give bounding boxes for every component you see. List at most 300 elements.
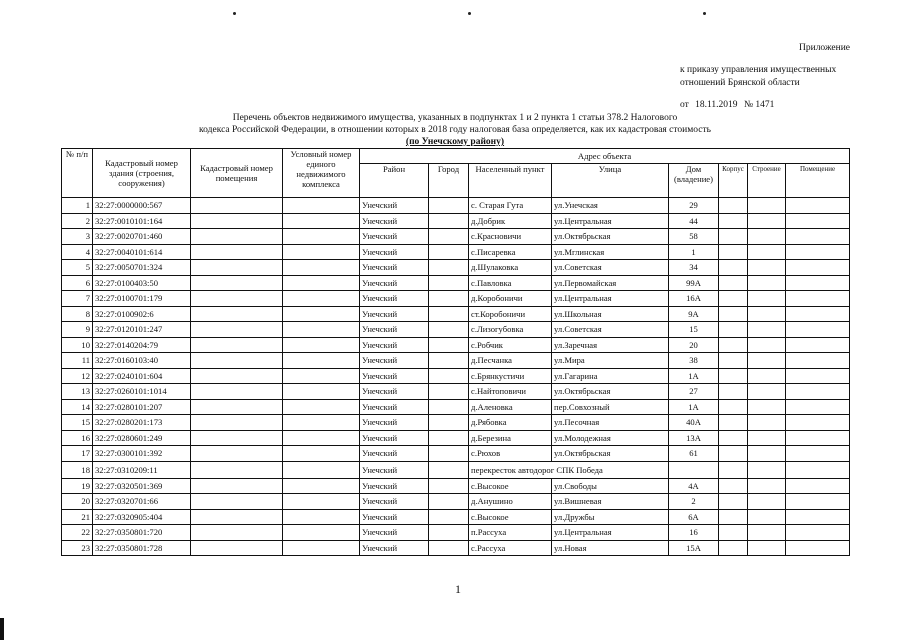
korpus bbox=[719, 229, 748, 245]
cadastral-number: 32:27:0300101:392 bbox=[93, 446, 191, 462]
house: 1 bbox=[669, 244, 719, 260]
street: ул.Центральная bbox=[552, 291, 669, 307]
street: ул.Мглинская bbox=[552, 244, 669, 260]
cadastral-number: 32:27:0020701:460 bbox=[93, 229, 191, 245]
korpus bbox=[719, 368, 748, 384]
header-city: Город bbox=[429, 164, 469, 198]
table-row bbox=[62, 260, 850, 276]
row-number: 6 bbox=[62, 275, 93, 291]
city bbox=[429, 275, 469, 291]
header-district: Район bbox=[360, 164, 429, 198]
room-cadastral-number bbox=[191, 446, 283, 462]
table-row bbox=[62, 353, 850, 369]
room-cadastral-number bbox=[191, 306, 283, 322]
stroenie bbox=[748, 525, 786, 541]
stroenie bbox=[748, 229, 786, 245]
district: Унечский bbox=[360, 461, 429, 478]
row-number: 19 bbox=[62, 478, 93, 494]
house: 6А bbox=[669, 509, 719, 525]
house: 15 bbox=[669, 322, 719, 338]
header-cond-number: Условный номер единого недвижимого комплекса bbox=[283, 149, 360, 198]
scan-dot bbox=[233, 12, 236, 15]
city bbox=[429, 291, 469, 307]
street: ул.Первомайская bbox=[552, 275, 669, 291]
room bbox=[786, 213, 850, 229]
street: ул.Дружбы bbox=[552, 509, 669, 525]
locality: с.Найтоповичи bbox=[469, 384, 552, 400]
house: 9А bbox=[669, 306, 719, 322]
table-row bbox=[62, 368, 850, 384]
conditional-number bbox=[283, 525, 360, 541]
korpus bbox=[719, 494, 748, 510]
room-cadastral-number bbox=[191, 322, 283, 338]
street: ул.Песочная bbox=[552, 415, 669, 431]
district: Унечский bbox=[360, 198, 429, 214]
header-street: Улица bbox=[552, 164, 669, 198]
row-number: 5 bbox=[62, 260, 93, 276]
street: ул.Свободы bbox=[552, 478, 669, 494]
korpus bbox=[719, 430, 748, 446]
korpus bbox=[719, 337, 748, 353]
conditional-number bbox=[283, 213, 360, 229]
cadastral-number: 32:27:0120101:247 bbox=[93, 322, 191, 338]
city bbox=[429, 260, 469, 276]
locality: с.Рассуха bbox=[469, 540, 552, 556]
room bbox=[786, 275, 850, 291]
conditional-number bbox=[283, 368, 360, 384]
row-number: 4 bbox=[62, 244, 93, 260]
locality: с.Рюхов bbox=[469, 446, 552, 462]
stroenie bbox=[748, 275, 786, 291]
house: 34 bbox=[669, 260, 719, 276]
city bbox=[429, 213, 469, 229]
appendix-title: Приложение bbox=[799, 43, 850, 53]
city bbox=[429, 461, 469, 478]
district: Унечский bbox=[360, 275, 429, 291]
korpus bbox=[719, 291, 748, 307]
room bbox=[786, 244, 850, 260]
city bbox=[429, 368, 469, 384]
city bbox=[429, 540, 469, 556]
room bbox=[786, 368, 850, 384]
order-line bbox=[680, 99, 850, 112]
stroenie bbox=[748, 430, 786, 446]
street: ул.Мира bbox=[552, 353, 669, 369]
room-cadastral-number bbox=[191, 229, 283, 245]
room-cadastral-number bbox=[191, 244, 283, 260]
cadastral-number: 32:27:0280101:207 bbox=[93, 399, 191, 415]
locality: с.Лизогубовка bbox=[469, 322, 552, 338]
room-cadastral-number bbox=[191, 198, 283, 214]
header-cad-building: Кадастровый номер здания (строения, сооружения) bbox=[93, 149, 191, 198]
conditional-number bbox=[283, 509, 360, 525]
conditional-number bbox=[283, 275, 360, 291]
room bbox=[786, 306, 850, 322]
room-cadastral-number bbox=[191, 399, 283, 415]
district: Унечский bbox=[360, 494, 429, 510]
page-number: 1 bbox=[455, 582, 461, 596]
house: 1А bbox=[669, 399, 719, 415]
heading-line-1: Перечень объектов недвижимого имущества, указанных в подпунктах 1 и 2 пункта 1 статьи 378.2 Налогового bbox=[232, 113, 678, 123]
street: ул.Гагарина bbox=[552, 368, 669, 384]
table-row bbox=[62, 415, 850, 431]
korpus bbox=[719, 540, 748, 556]
district: Унечский bbox=[360, 384, 429, 400]
appendix-line-1: к приказу управления имущественных bbox=[680, 65, 837, 75]
locality: д.Анушино bbox=[469, 494, 552, 510]
conditional-number bbox=[283, 260, 360, 276]
locality: д.Аленовка bbox=[469, 399, 552, 415]
city bbox=[429, 446, 469, 462]
address-note: перекресток автодорог СПК Победа bbox=[469, 461, 669, 478]
stroenie bbox=[748, 540, 786, 556]
table-row bbox=[62, 244, 850, 260]
conditional-number bbox=[283, 198, 360, 214]
room-cadastral-number bbox=[191, 478, 283, 494]
header-address: Адрес объекта bbox=[360, 149, 850, 164]
city bbox=[429, 322, 469, 338]
district: Унечский bbox=[360, 446, 429, 462]
room-cadastral-number bbox=[191, 540, 283, 556]
row-number: 2 bbox=[62, 213, 93, 229]
room-cadastral-number bbox=[191, 213, 283, 229]
locality: с.Робчик bbox=[469, 337, 552, 353]
house: 15А bbox=[669, 540, 719, 556]
cadastral-number: 32:27:0010101:164 bbox=[93, 213, 191, 229]
korpus bbox=[719, 275, 748, 291]
district: Унечский bbox=[360, 399, 429, 415]
district: Унечский bbox=[360, 478, 429, 494]
house: 38 bbox=[669, 353, 719, 369]
room bbox=[786, 415, 850, 431]
cadastral-number: 32:27:0280201:173 bbox=[93, 415, 191, 431]
row-number: 7 bbox=[62, 291, 93, 307]
locality: д.Березина bbox=[469, 430, 552, 446]
room-cadastral-number bbox=[191, 509, 283, 525]
cadastral-number: 32:27:0050701:324 bbox=[93, 260, 191, 276]
city bbox=[429, 478, 469, 494]
cadastral-number: 32:27:0280601:249 bbox=[93, 430, 191, 446]
district: Унечский bbox=[360, 430, 429, 446]
locality: с.Павловка bbox=[469, 275, 552, 291]
korpus bbox=[719, 353, 748, 369]
cadastral-number: 32:27:0320701:66 bbox=[93, 494, 191, 510]
heading-line-2: кодекса Российской Федерации, в отношении которых в 2018 году налоговая база определяется, как их кадастровая стоимость bbox=[199, 125, 711, 135]
korpus bbox=[719, 509, 748, 525]
table-row bbox=[62, 337, 850, 353]
locality: с.Писаревка bbox=[469, 244, 552, 260]
street: ул.Октябрьская bbox=[552, 384, 669, 400]
header-num: № п/п bbox=[62, 149, 93, 198]
street: пер.Совхозный bbox=[552, 399, 669, 415]
district: Унечский bbox=[360, 213, 429, 229]
house: 2 bbox=[669, 494, 719, 510]
room bbox=[786, 509, 850, 525]
street: ул.Унечская bbox=[552, 198, 669, 214]
conditional-number bbox=[283, 306, 360, 322]
property-table bbox=[61, 148, 850, 556]
district: Унечский bbox=[360, 291, 429, 307]
scan-dot bbox=[703, 12, 706, 15]
cadastral-number: 32:27:0260101:1014 bbox=[93, 384, 191, 400]
conditional-number bbox=[283, 494, 360, 510]
stroenie bbox=[748, 244, 786, 260]
street: ул.Школьная bbox=[552, 306, 669, 322]
city bbox=[429, 494, 469, 510]
stroenie bbox=[748, 291, 786, 307]
header-locality: Населенный пункт bbox=[469, 164, 552, 198]
cadastral-number: 32:27:0240101:604 bbox=[93, 368, 191, 384]
row-number: 1 bbox=[62, 198, 93, 214]
conditional-number bbox=[283, 322, 360, 338]
appendix-block bbox=[680, 42, 850, 112]
house: 4А bbox=[669, 478, 719, 494]
korpus bbox=[719, 446, 748, 462]
stroenie bbox=[748, 509, 786, 525]
house: 20 bbox=[669, 337, 719, 353]
document-heading bbox=[150, 112, 760, 148]
row-number: 13 bbox=[62, 384, 93, 400]
locality: с. Старая Гута bbox=[469, 198, 552, 214]
room bbox=[786, 540, 850, 556]
row-number: 23 bbox=[62, 540, 93, 556]
district: Унечский bbox=[360, 540, 429, 556]
street: ул.Октябрьская bbox=[552, 446, 669, 462]
row-number: 9 bbox=[62, 322, 93, 338]
table-row bbox=[62, 322, 850, 338]
house: 16 bbox=[669, 525, 719, 541]
city bbox=[429, 229, 469, 245]
stroenie bbox=[748, 198, 786, 214]
stroenie bbox=[748, 306, 786, 322]
district: Унечский bbox=[360, 337, 429, 353]
house bbox=[669, 461, 719, 478]
room bbox=[786, 399, 850, 415]
stroenie bbox=[748, 446, 786, 462]
conditional-number bbox=[283, 291, 360, 307]
header-room: Помещение bbox=[786, 164, 850, 198]
city bbox=[429, 509, 469, 525]
korpus bbox=[719, 322, 748, 338]
header-stroenie: Строение bbox=[748, 164, 786, 198]
locality: д.Рябовка bbox=[469, 415, 552, 431]
district: Унечский bbox=[360, 322, 429, 338]
conditional-number bbox=[283, 337, 360, 353]
table-row bbox=[62, 399, 850, 415]
locality: д.Песчанка bbox=[469, 353, 552, 369]
room-cadastral-number bbox=[191, 461, 283, 478]
cadastral-number: 32:27:0350801:728 bbox=[93, 540, 191, 556]
district: Унечский bbox=[360, 509, 429, 525]
city bbox=[429, 415, 469, 431]
row-number: 17 bbox=[62, 446, 93, 462]
city bbox=[429, 399, 469, 415]
stroenie bbox=[748, 368, 786, 384]
cadastral-number: 32:27:0350801:720 bbox=[93, 525, 191, 541]
row-number: 20 bbox=[62, 494, 93, 510]
district: Унечский bbox=[360, 368, 429, 384]
room-cadastral-number bbox=[191, 260, 283, 276]
district: Унечский bbox=[360, 260, 429, 276]
room-cadastral-number bbox=[191, 430, 283, 446]
city bbox=[429, 198, 469, 214]
stroenie bbox=[748, 322, 786, 338]
city bbox=[429, 430, 469, 446]
stroenie bbox=[748, 353, 786, 369]
table-row bbox=[62, 291, 850, 307]
scan-dot bbox=[468, 12, 471, 15]
stroenie bbox=[748, 478, 786, 494]
cadastral-number: 32:27:0100902:6 bbox=[93, 306, 191, 322]
conditional-number bbox=[283, 244, 360, 260]
district: Унечский bbox=[360, 415, 429, 431]
street: ул.Центральная bbox=[552, 525, 669, 541]
row-number: 11 bbox=[62, 353, 93, 369]
room bbox=[786, 446, 850, 462]
order-date: 18.11.2019 bbox=[695, 100, 738, 110]
city bbox=[429, 306, 469, 322]
cadastral-number: 32:27:0310209:11 bbox=[93, 461, 191, 478]
room-cadastral-number bbox=[191, 353, 283, 369]
korpus bbox=[719, 525, 748, 541]
conditional-number bbox=[283, 384, 360, 400]
row-number: 22 bbox=[62, 525, 93, 541]
stroenie bbox=[748, 260, 786, 276]
room-cadastral-number bbox=[191, 384, 283, 400]
table-row bbox=[62, 540, 850, 556]
locality: с.Красновичи bbox=[469, 229, 552, 245]
stroenie bbox=[748, 399, 786, 415]
table-row bbox=[62, 478, 850, 494]
conditional-number bbox=[283, 415, 360, 431]
row-number: 12 bbox=[62, 368, 93, 384]
table-row bbox=[62, 384, 850, 400]
table-row bbox=[62, 198, 850, 214]
conditional-number bbox=[283, 540, 360, 556]
locality: д.Коробоничи bbox=[469, 291, 552, 307]
table-row bbox=[62, 494, 850, 510]
scan-edge-mark bbox=[0, 618, 4, 640]
locality: с.Высокое bbox=[469, 478, 552, 494]
room bbox=[786, 198, 850, 214]
room-cadastral-number bbox=[191, 415, 283, 431]
conditional-number bbox=[283, 446, 360, 462]
room bbox=[786, 384, 850, 400]
header-house: Дом (владение) bbox=[669, 164, 719, 198]
city bbox=[429, 244, 469, 260]
korpus bbox=[719, 244, 748, 260]
stroenie bbox=[748, 337, 786, 353]
room-cadastral-number bbox=[191, 494, 283, 510]
korpus bbox=[719, 213, 748, 229]
cadastral-number: 32:27:0040101:614 bbox=[93, 244, 191, 260]
street: ул.Новая bbox=[552, 540, 669, 556]
room bbox=[786, 291, 850, 307]
room-cadastral-number bbox=[191, 275, 283, 291]
korpus bbox=[719, 461, 748, 478]
street: ул.Заречная bbox=[552, 337, 669, 353]
house: 16А bbox=[669, 291, 719, 307]
house: 99А bbox=[669, 275, 719, 291]
table-body bbox=[62, 198, 850, 556]
table-row bbox=[62, 461, 850, 478]
room bbox=[786, 353, 850, 369]
row-number: 16 bbox=[62, 430, 93, 446]
row-number: 3 bbox=[62, 229, 93, 245]
korpus bbox=[719, 478, 748, 494]
cadastral-number: 32:27:0100403:50 bbox=[93, 275, 191, 291]
room bbox=[786, 430, 850, 446]
row-number: 15 bbox=[62, 415, 93, 431]
room-cadastral-number bbox=[191, 291, 283, 307]
table-row bbox=[62, 213, 850, 229]
cadastral-number: 32:27:0320501:369 bbox=[93, 478, 191, 494]
cadastral-number: 32:27:0100701:179 bbox=[93, 291, 191, 307]
district: Унечский bbox=[360, 525, 429, 541]
room-cadastral-number bbox=[191, 337, 283, 353]
stroenie bbox=[748, 494, 786, 510]
locality: д.Шулаковка bbox=[469, 260, 552, 276]
room-cadastral-number bbox=[191, 368, 283, 384]
order-number: № 1471 bbox=[743, 100, 775, 110]
room bbox=[786, 478, 850, 494]
row-number: 10 bbox=[62, 337, 93, 353]
house: 1А bbox=[669, 368, 719, 384]
conditional-number bbox=[283, 461, 360, 478]
room bbox=[786, 461, 850, 478]
room-cadastral-number bbox=[191, 525, 283, 541]
korpus bbox=[719, 384, 748, 400]
street: ул.Вишневая bbox=[552, 494, 669, 510]
conditional-number bbox=[283, 229, 360, 245]
locality: п.Рассуха bbox=[469, 525, 552, 541]
street: ул.Октябрьская bbox=[552, 229, 669, 245]
table-row bbox=[62, 229, 850, 245]
city bbox=[429, 384, 469, 400]
locality: с.Брянкустичи bbox=[469, 368, 552, 384]
row-number: 14 bbox=[62, 399, 93, 415]
stroenie bbox=[748, 461, 786, 478]
table-row bbox=[62, 446, 850, 462]
row-number: 18 bbox=[62, 461, 93, 478]
korpus bbox=[719, 415, 748, 431]
conditional-number bbox=[283, 399, 360, 415]
city bbox=[429, 525, 469, 541]
locality: с.Высокое bbox=[469, 509, 552, 525]
street: ул.Центральная bbox=[552, 213, 669, 229]
header-korpus: Корпус bbox=[719, 164, 748, 198]
korpus bbox=[719, 306, 748, 322]
korpus bbox=[719, 399, 748, 415]
street: ул.Молодежная bbox=[552, 430, 669, 446]
room bbox=[786, 337, 850, 353]
locality: ст.Коробоничи bbox=[469, 306, 552, 322]
district: Унечский bbox=[360, 306, 429, 322]
heading-district: (по Унечскому району) bbox=[405, 137, 505, 147]
house: 58 bbox=[669, 229, 719, 245]
row-number: 8 bbox=[62, 306, 93, 322]
street: ул.Советская bbox=[552, 260, 669, 276]
table-row bbox=[62, 275, 850, 291]
table-row bbox=[62, 306, 850, 322]
stroenie bbox=[748, 213, 786, 229]
header-cad-room: Кадастровый номер помещения bbox=[191, 149, 283, 198]
room bbox=[786, 260, 850, 276]
room bbox=[786, 229, 850, 245]
conditional-number bbox=[283, 430, 360, 446]
house: 61 bbox=[669, 446, 719, 462]
conditional-number bbox=[283, 478, 360, 494]
